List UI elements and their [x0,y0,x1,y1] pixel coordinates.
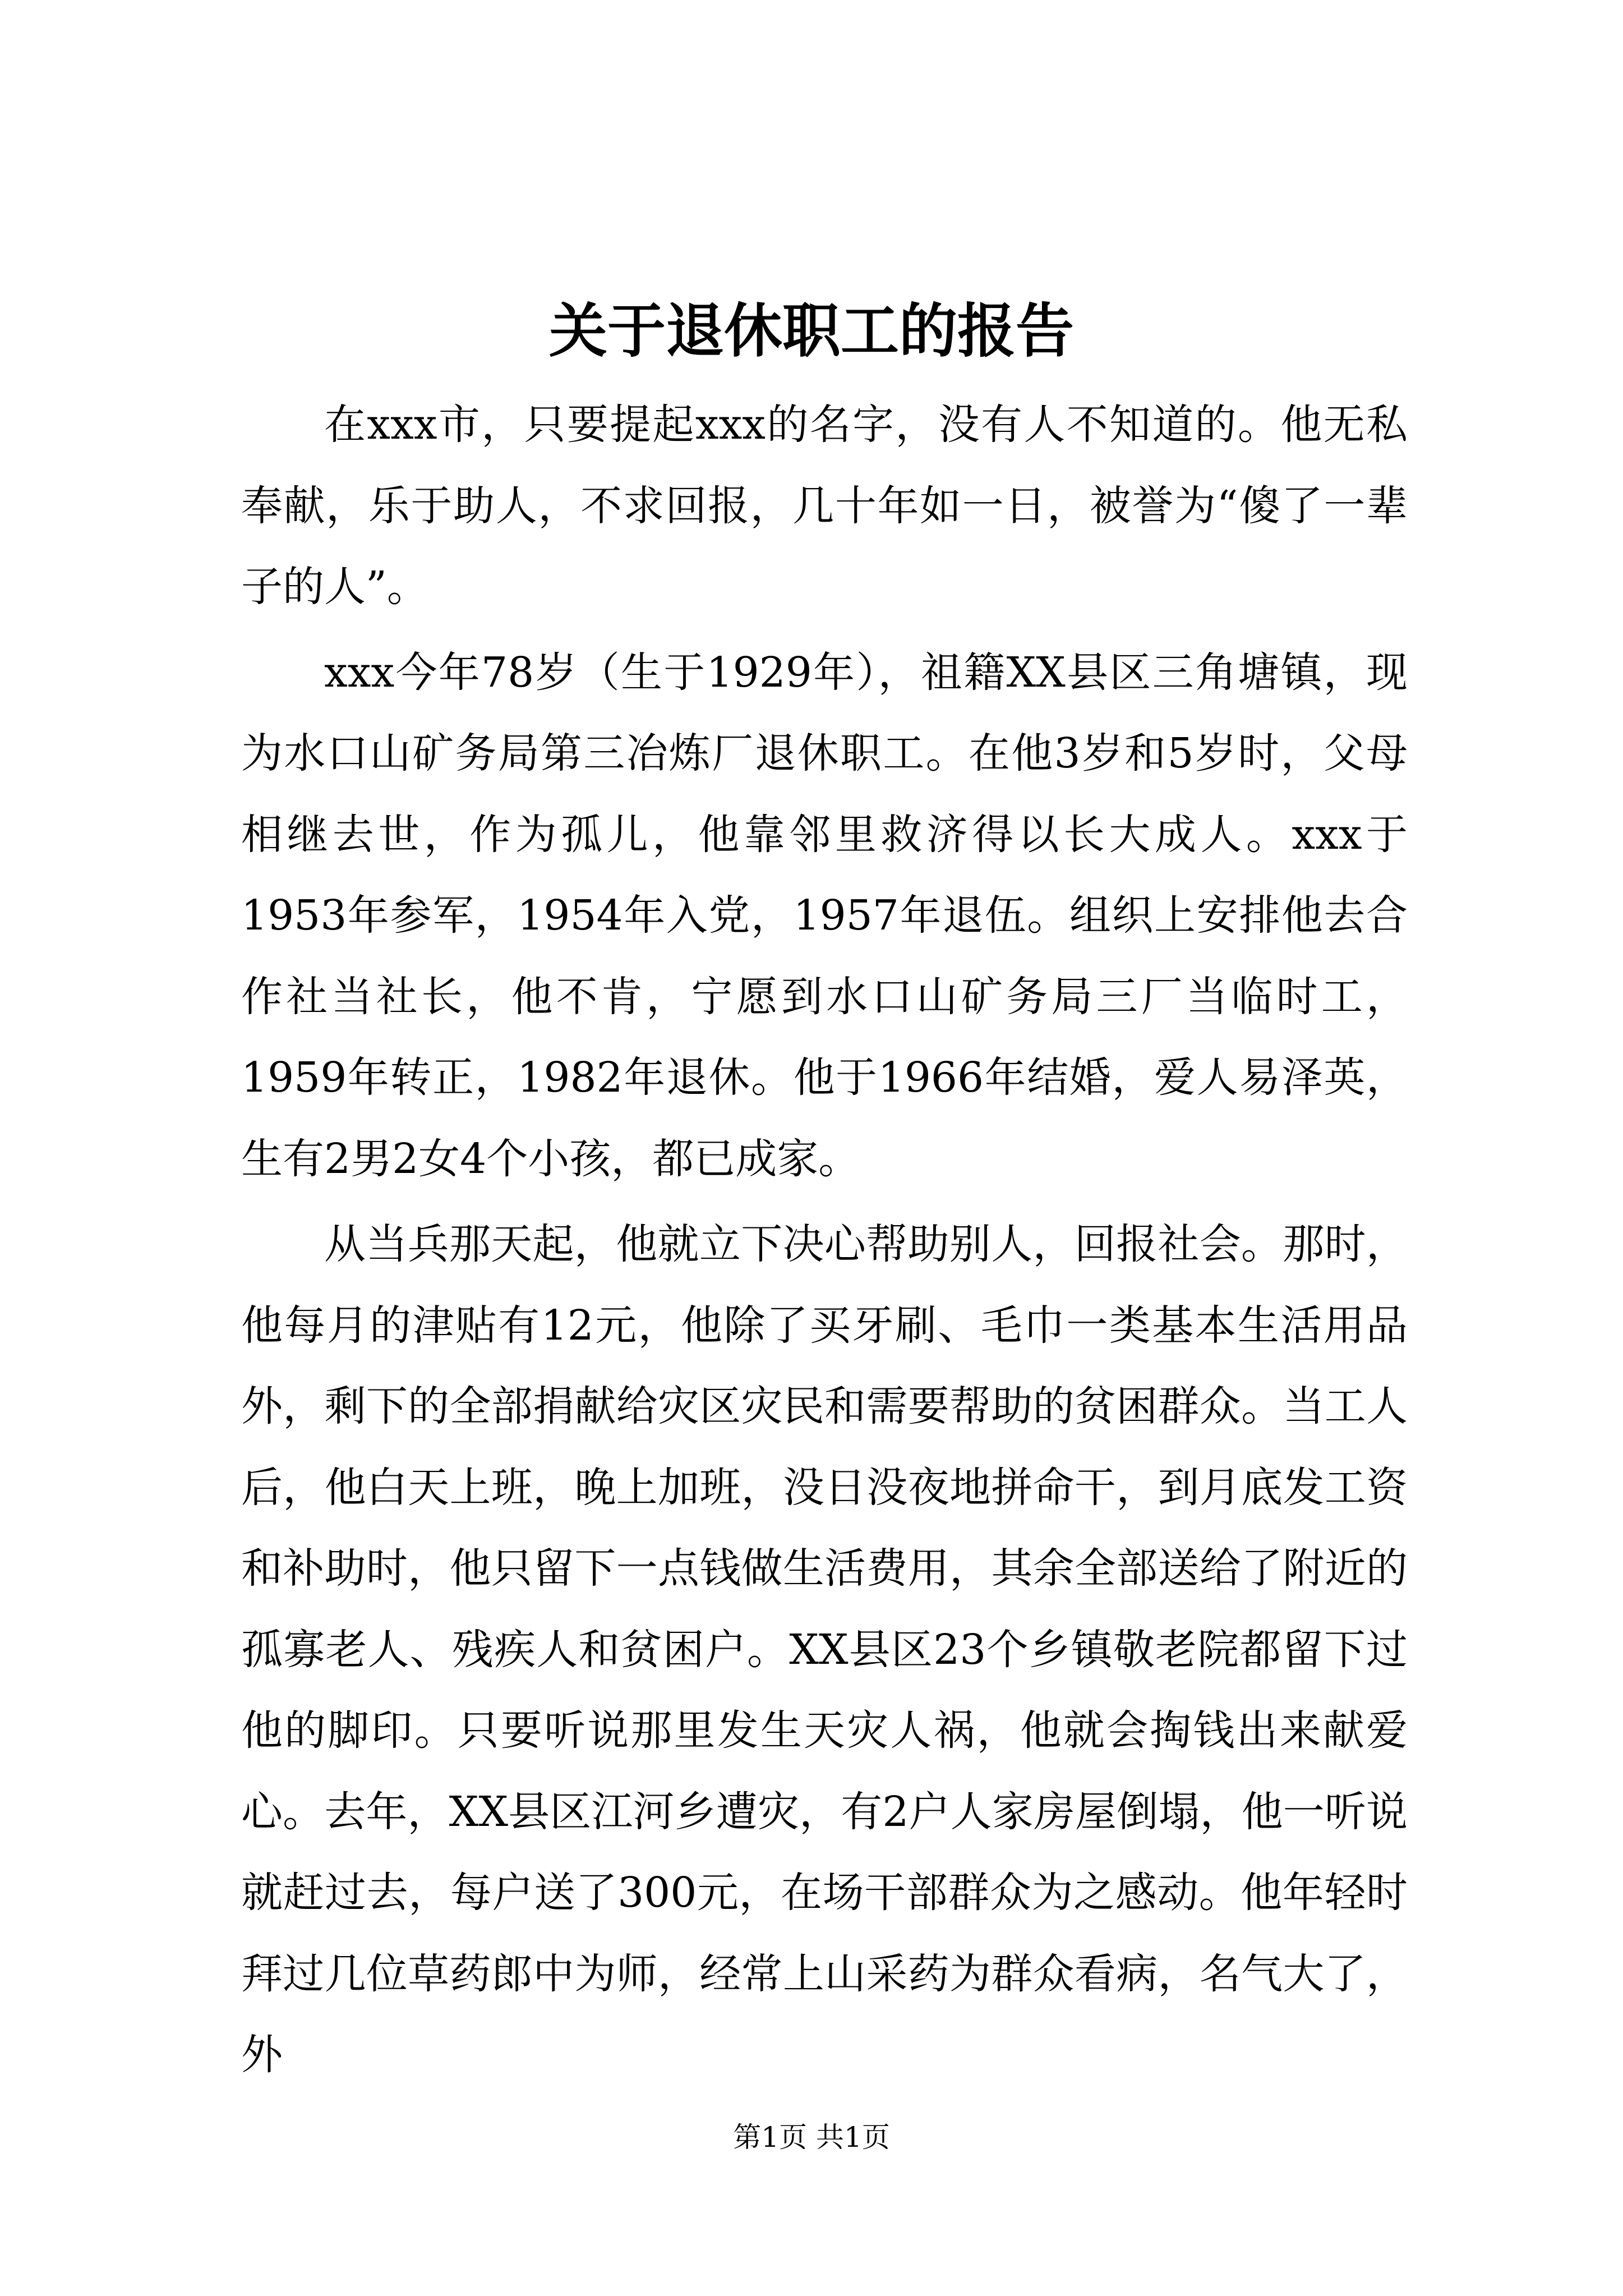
document-title: 关于退休职工的报告 [548,296,1074,365]
paragraph-3: 从当兵那天起，他就立下决心帮助别人，回报社会。那时，他每月的津贴有12元，他除了买牙刷、毛巾一类基本生活用品外，剩下的全部捐献给灾区灾民和需要帮助的贫困群众。当工人后，他白天上班，晚上加班，没日没夜地拼命干，到月底发工资和补助时，他只留下一点钱做生活费用，其余全部送给了附近的孤寡老人、残疾人和贫困户。XX县区23个乡镇敬老院都留下过他的脚印。只要听说那里发生天灾人祸，他就会掏钱出来献爱心。去年，XX县区江河乡遭灾，有2户人家房屋倒塌，他一听说就赶过去，每户送了300元，在场干部群众为之感动。他年轻时拜过几位草药郎中为师，经常上山采药为群众看病，名气大了，外 [241,1220,1408,2079]
paragraph-1: 在xxx市，只要提起xxx的名字，没有人不知道的。他无私奉献，乐于助人，不求回报，几十年如一日，被誉为“傻了一辈子的人”。 [241,401,1408,611]
paragraph-2: xxx今年78岁（生于1929年），祖籍XX县区三角塘镇，现为水口山矿务局第三冶炼厂退休职工。在他3岁和5岁时，父母相继去世，作为孤儿，他靠邻里救济得以长大成人。xxx于1953年参军，1954年入党，1957年退伍。组织上安排他去合作社当社长，他不肯，宁愿到水口山矿务局三厂当临时工，1959年转正，1982年退休。他于1966年结婚，爱人易泽英，生有2男2女4个小孩，都已成家。 [241,648,1408,1183]
document-body [241,384,1408,2100]
page-footer: 第1页 共1页 [733,2121,890,2154]
